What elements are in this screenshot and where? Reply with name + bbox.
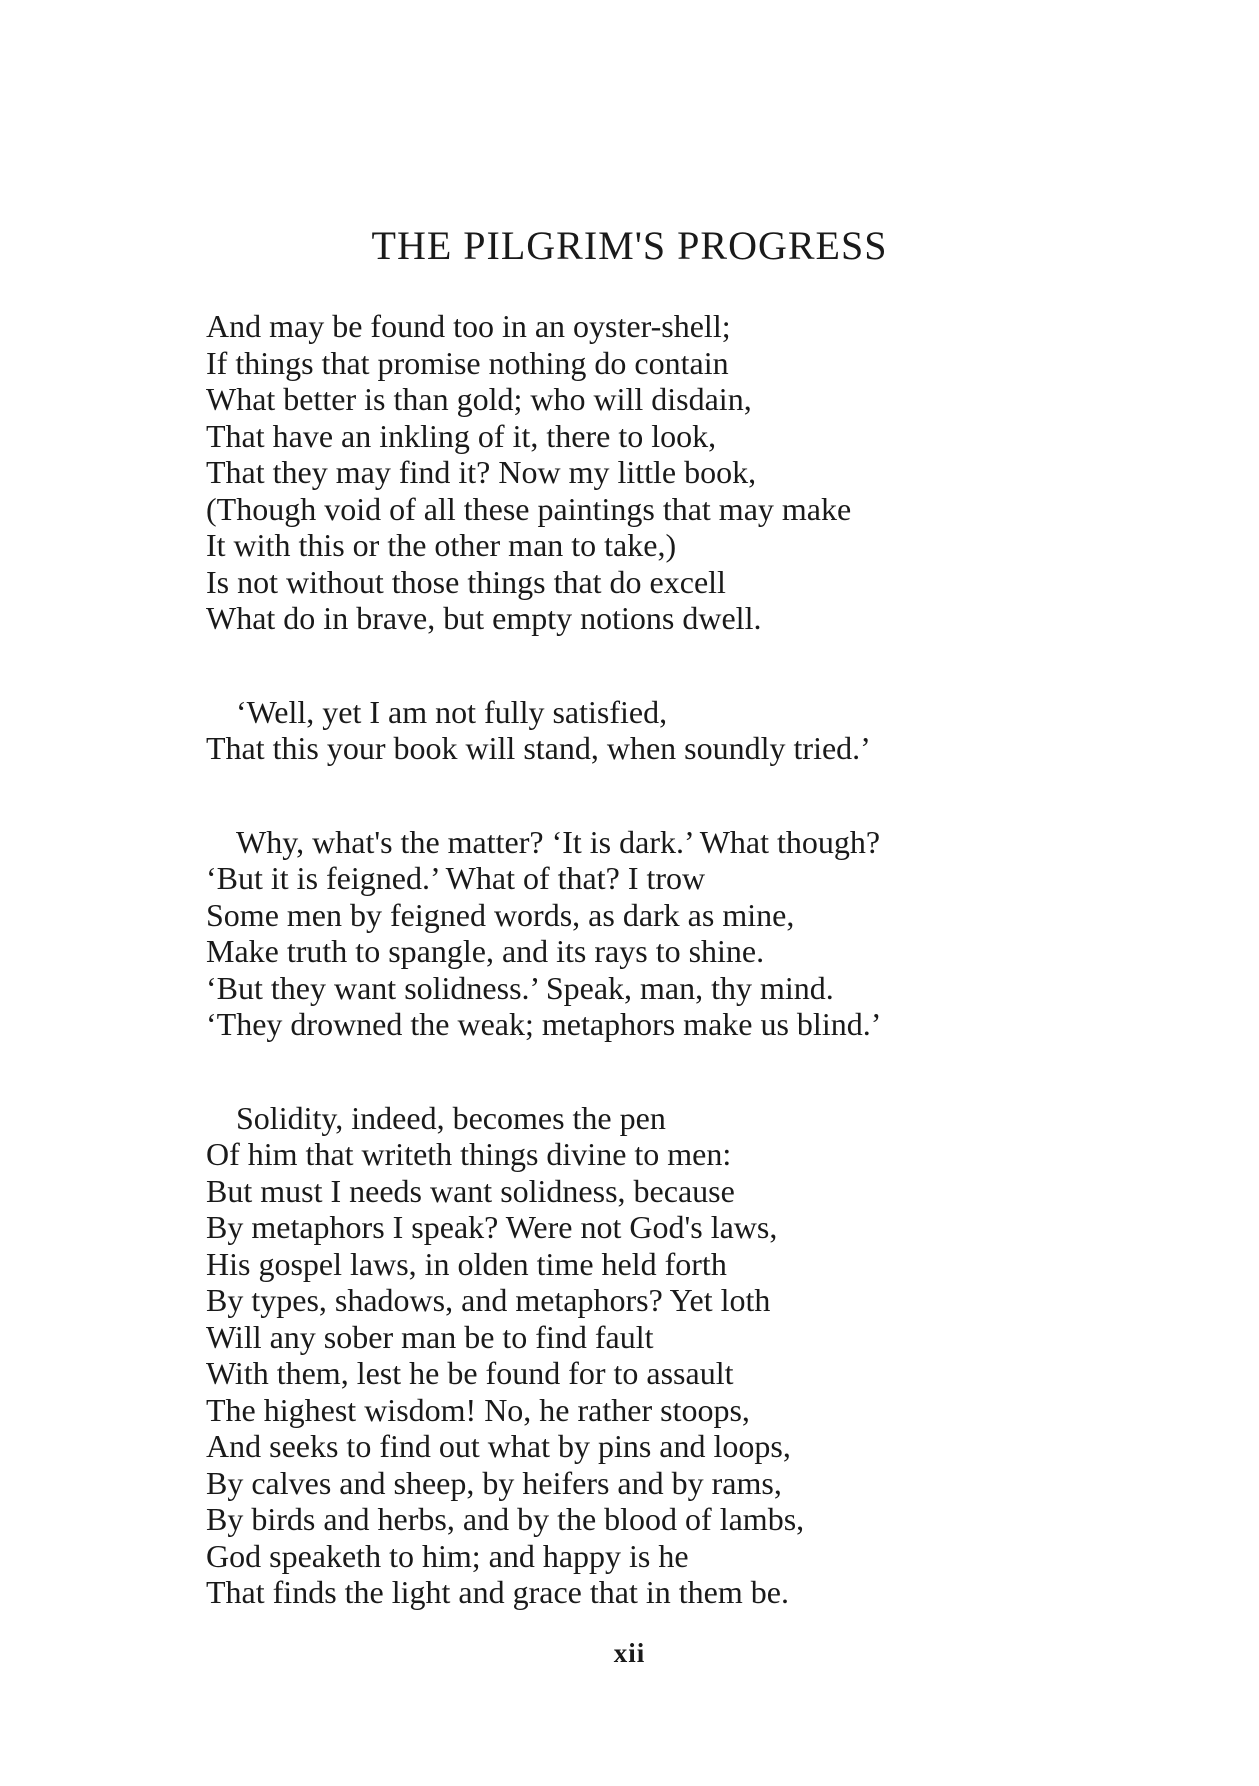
poem-line: ‘But they want solidness.’ Speak, man, thy mind. xyxy=(206,969,834,1006)
poem-body xyxy=(206,308,1106,1611)
poem-line: His gospel laws, in olden time held forth xyxy=(206,1245,727,1282)
poem-line: That they may find it? Now my little book, xyxy=(206,454,757,490)
poem-line: ‘But it is feigned.’ What of that? I trow xyxy=(206,860,706,896)
poem-line: Why, what's the matter? ‘It is dark.’ What though? xyxy=(236,823,881,860)
poem-line: Is not without those things that do excell xyxy=(206,563,726,600)
poem-line: God speaketh to him; and happy is he xyxy=(206,1537,689,1574)
poem-line: And may be found too in an oyster-shell; xyxy=(206,308,731,344)
stanza xyxy=(206,308,1106,637)
stanza xyxy=(206,1100,1106,1611)
poem-line: Make truth to spangle, and its rays to shine. xyxy=(206,933,765,969)
poem-line: That this your book will stand, when soundly tried.’ xyxy=(206,730,871,766)
poem-line: Will any sober man be to find fault xyxy=(206,1318,654,1355)
running-head: THE PILGRIM'S PROGRESS xyxy=(371,223,888,268)
poem-line: But must I needs want solidness, because xyxy=(206,1172,735,1209)
page-number: xii xyxy=(613,1638,646,1668)
poem-line: Solidity, indeed, becomes the pen xyxy=(236,1099,666,1136)
poem-line: ‘They drowned the weak; metaphors make us blind.’ xyxy=(206,1006,882,1042)
poem-line: That have an inkling of it, there to look, xyxy=(206,417,717,454)
poem-line: If things that promise nothing do contain xyxy=(206,344,729,381)
poem-line: ‘Well, yet I am not fully satisfied, xyxy=(236,693,668,730)
poem-line: By metaphors I speak? Were not God's laws, xyxy=(206,1209,778,1245)
poem-line: And seeks to find out what by pins and loops, xyxy=(206,1428,791,1464)
poem-line: With them, lest he be found for to assault xyxy=(206,1355,734,1391)
poem-line: What do in brave, but empty notions dwell. xyxy=(206,600,762,636)
poem-line: Of him that writeth things divine to men: xyxy=(206,1136,732,1172)
poem-line: The highest wisdom! No, he rather stoops, xyxy=(206,1391,750,1428)
poem-line: (Though void of all these paintings that may make xyxy=(206,490,852,527)
poem-line: By calves and sheep, by heifers and by rams, xyxy=(206,1464,782,1501)
poem-line: What better is than gold; who will disdain, xyxy=(206,381,752,417)
poem-line: By types, shadows, and metaphors? Yet loth xyxy=(206,1282,771,1318)
stanza xyxy=(206,824,1106,1043)
stanza xyxy=(206,694,1106,767)
poem-line: That finds the light and grace that in them be. xyxy=(206,1574,789,1610)
poem-line: It with this or the other man to take,) xyxy=(206,527,677,563)
poem-line: By birds and herbs, and by the blood of lambs, xyxy=(206,1501,805,1537)
poem-line: Some men by feigned words, as dark as mine, xyxy=(206,896,795,933)
